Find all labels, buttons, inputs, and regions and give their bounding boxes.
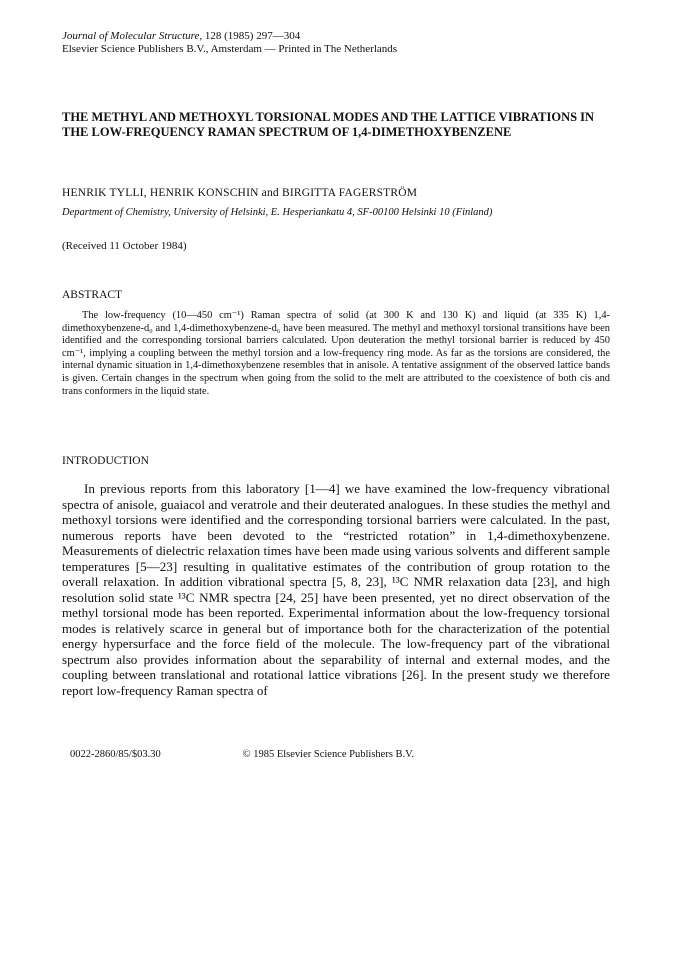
journal-header <box>62 30 610 56</box>
article-title: THE METHYL AND METHOXYL TORSIONAL MODES AND THE LATTICE VIBRATIONS IN THE LOW-FREQUENCY RAMAN SPECTRUM OF 1,4-DIMETHOXYBENZENE <box>62 110 595 139</box>
publisher-line: Elsevier Science Publishers B.V., Amsterdam — Printed in The Netherlands <box>62 43 398 55</box>
article-code: 0022-2860/85/$03.30 <box>70 749 161 760</box>
page-footer <box>70 748 610 761</box>
affiliation: Department of Chemistry, University of Helsinki, E. Hesperiankatu 4, SF-00100 Helsinki 10 (Finland) <box>62 207 493 218</box>
page <box>62 30 610 760</box>
introduction-text: In previous reports from this laboratory [1—4] we have examined the low-frequency vibrational spectra of anisole, guaiacol and veratrole and their deuterated analogues. In these studies the methyl and methoxyl torsions were identified and the corresponding torsional barriers were calculated. In the past, numerous reports have been devoted to the “restricted rotation” in 1,4-dimethoxybenzene. Measurements of dielectric relaxation times have been made using various solvents and different sample temperatures [5—23] resulting in qualitative estimates of the contribution of group rotation to the overall relaxation. In addition vibrational spectra [5, 8, 23], ¹³C NMR relaxation data [23], and high resolution solid state ¹³C NMR spectra [24, 25] have been presented, yet no direct observation of the methyl torsional mode has been reported. Experimental information about the low-frequency torsional modes is relatively scarce in general but of importance both for the characterization of the potential energy hypersurface and the force field of the molecule. The low-frequency part of the vibrational spectrum also provides information about the separability of internal and external modes, and the coupling between translational and rotational lattice vibrations [26]. In the present study we therefore report low-frequency Raman spectra of <box>62 481 610 698</box>
journal-details: 128 (1985) 297—304 <box>202 30 301 42</box>
abstract-text: The low-frequency (10—450 cm⁻¹) Raman spectra of solid (at 300 K and 130 K) and liquid (at 335 K) 1,4-dimethoxybenzene-d₀ and 1,4-dimethoxybenzene-d₆ have been measured. The methyl and methoxyl torsional transitions have been identified and the corresponding torsional barriers calculated. Upon deuteration the methyl torsional barrier is reduced by 450 cm⁻¹, implying a coupling between the methyl torsion and a low-frequency ring mode. As far as the torsions are considered, the internal dynamic situation in 1,4-dimethoxybenzene resembles that in anisole. A tentative assignment of the observed lattice bands is given. Certain changes in the spectrum when going from the solid to the melt are attributed to the coexistence of both cis and trans conformers in the liquid state. <box>62 310 610 397</box>
journal-citation <box>62 30 610 43</box>
introduction-heading: INTRODUCTION <box>62 455 149 467</box>
journal-name: Journal of Molecular Structure, <box>62 30 203 42</box>
copyright-notice: © 1985 Elsevier Science Publishers B.V. <box>242 749 415 760</box>
received-date: (Received 11 October 1984) <box>62 240 187 252</box>
author-list: HENRIK TYLLI, HENRIK KONSCHIN and BIRGITTA FAGERSTRÖM <box>62 187 418 199</box>
abstract-heading: ABSTRACT <box>62 289 123 301</box>
